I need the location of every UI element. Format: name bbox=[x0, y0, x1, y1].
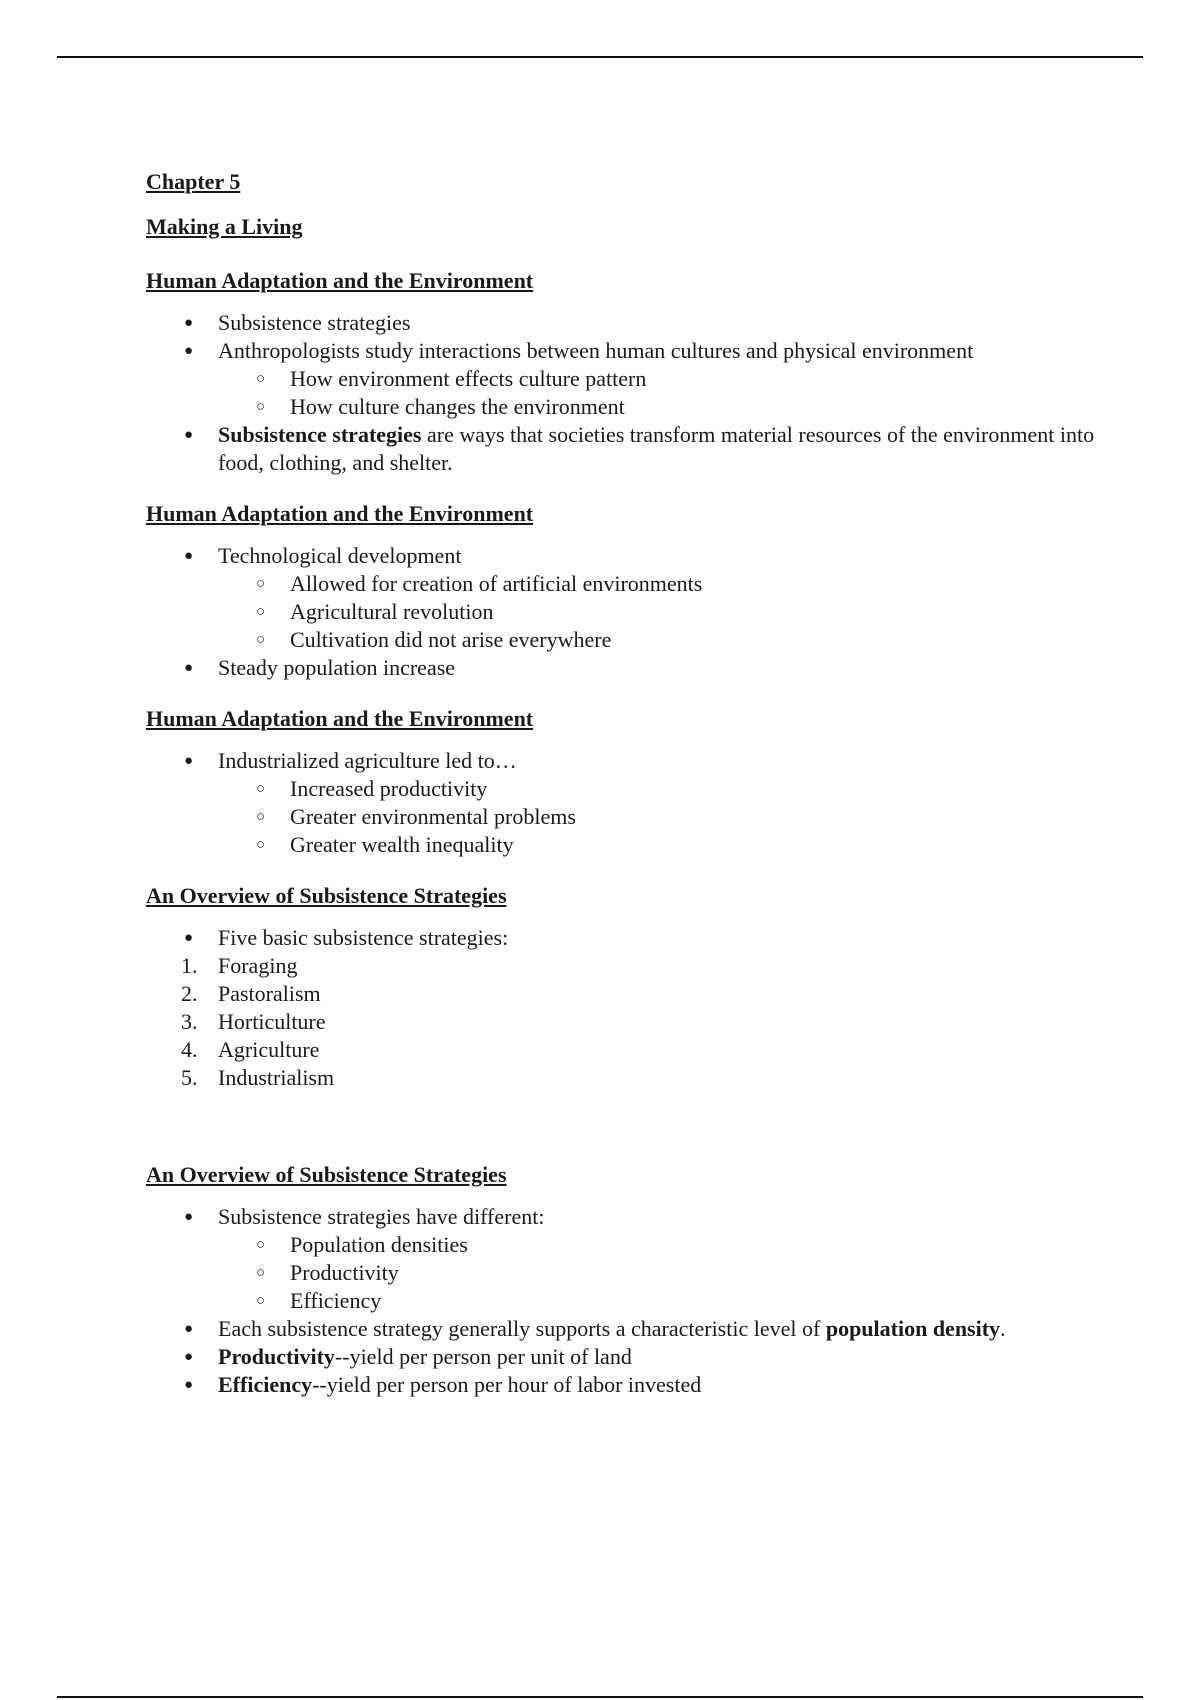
hollow-bullet-icon: ○ bbox=[256, 604, 266, 620]
section-2 bbox=[146, 500, 1116, 682]
bullet-icon: ● bbox=[184, 427, 194, 443]
list-item: ● Subsistence strategies bbox=[184, 310, 411, 335]
top-rule bbox=[57, 56, 1143, 58]
hollow-bullet-icon: ○ bbox=[256, 837, 266, 853]
hollow-bullet-icon: ○ bbox=[256, 1265, 266, 1281]
sub-list-item: ○ Population densities bbox=[256, 1232, 468, 1257]
section-heading: An Overview of Subsistence Strategies bbox=[146, 883, 507, 908]
section-5 bbox=[146, 1161, 1116, 1399]
bold-term: Productivity bbox=[218, 1344, 335, 1369]
bold-term: Efficiency bbox=[218, 1372, 313, 1397]
document-body bbox=[146, 168, 1116, 1422]
list-item: ● Efficiency--yield per person per hour of labor invested bbox=[184, 1372, 702, 1397]
numbered-item: 5. Industrialism bbox=[181, 1065, 335, 1090]
hollow-bullet-icon: ○ bbox=[256, 371, 266, 387]
hollow-bullet-icon: ○ bbox=[256, 809, 266, 825]
bullet-icon: ● bbox=[184, 753, 194, 769]
sub-list-item: ○ Greater wealth inequality bbox=[256, 832, 514, 857]
bottom-rule bbox=[57, 1696, 1143, 1698]
bullet-list bbox=[146, 747, 1116, 859]
hollow-bullet-icon: ○ bbox=[256, 576, 266, 592]
sub-list-item: ○ Greater environmental problems bbox=[256, 804, 576, 829]
hollow-bullet-icon: ○ bbox=[256, 1293, 266, 1309]
bullet-icon: ● bbox=[184, 930, 194, 946]
section-1 bbox=[146, 267, 1116, 477]
list-item: ● Each subsistence strategy generally supports a characteristic level of population density. bbox=[184, 1316, 1006, 1341]
numbered-item: 3. Horticulture bbox=[181, 1009, 326, 1034]
bold-term: Subsistence strategies bbox=[218, 422, 422, 447]
list-item: ● Steady population increase bbox=[184, 655, 456, 680]
list-item: ● Technological development bbox=[184, 543, 462, 568]
bullet-icon: ● bbox=[184, 1349, 194, 1365]
sub-list-item: ○ Allowed for creation of artificial environments bbox=[256, 571, 703, 596]
hollow-bullet-icon: ○ bbox=[256, 632, 266, 648]
sub-list-item: ○ Efficiency bbox=[256, 1288, 382, 1313]
list-item: ● Productivity--yield per person per unit of land bbox=[184, 1344, 632, 1369]
list-item: ● Industrialized agriculture led to… bbox=[184, 748, 517, 773]
section-4 bbox=[146, 882, 1116, 1092]
numbered-item: 2. Pastoralism bbox=[181, 981, 321, 1006]
bullet-icon: ● bbox=[184, 315, 194, 331]
hollow-bullet-icon: ○ bbox=[256, 1237, 266, 1253]
section-heading: An Overview of Subsistence Strategies bbox=[146, 1162, 507, 1187]
sub-list-item: ○ Agricultural revolution bbox=[256, 599, 494, 624]
numbered-item: 1. Foraging bbox=[181, 953, 298, 978]
bullet-icon: ● bbox=[184, 1321, 194, 1337]
sub-list-item: ○ Cultivation did not arise everywhere bbox=[256, 627, 612, 652]
bullet-icon: ● bbox=[184, 660, 194, 676]
chapter-subtitle: Making a Living bbox=[146, 214, 303, 239]
bullet-icon: ● bbox=[184, 343, 194, 359]
chapter-title: Chapter 5 bbox=[146, 169, 241, 194]
hollow-bullet-icon: ○ bbox=[256, 781, 266, 797]
numbered-list bbox=[146, 952, 1116, 1092]
list-item: ● Five basic subsistence strategies: bbox=[184, 925, 509, 950]
bullet-icon: ● bbox=[184, 1209, 194, 1225]
bullet-icon: ● bbox=[184, 548, 194, 564]
bullet-list bbox=[146, 309, 1116, 477]
bullet-list bbox=[146, 542, 1116, 682]
sub-list-item: ○ How culture changes the environment bbox=[256, 394, 625, 419]
section-heading: Human Adaptation and the Environment bbox=[146, 501, 534, 526]
bullet-list bbox=[146, 1203, 1116, 1399]
section-heading: Human Adaptation and the Environment bbox=[146, 706, 534, 731]
numbered-item: 4. Agriculture bbox=[181, 1037, 320, 1062]
section-heading: Human Adaptation and the Environment bbox=[146, 268, 534, 293]
spacer bbox=[146, 1115, 1116, 1161]
bullet-list bbox=[146, 924, 1116, 952]
sub-list-item: ○ Increased productivity bbox=[256, 776, 488, 801]
hollow-bullet-icon: ○ bbox=[256, 399, 266, 415]
list-item: ● Anthropologists study interactions between human cultures and physical environment bbox=[184, 338, 974, 363]
sub-list-item: ○ How environment effects culture pattern bbox=[256, 366, 647, 391]
bold-term: population density bbox=[825, 1316, 1001, 1341]
sub-list-item: ○ Productivity bbox=[256, 1260, 399, 1285]
list-item: ● Subsistence strategies have different: bbox=[184, 1204, 545, 1229]
section-3 bbox=[146, 705, 1116, 859]
bullet-icon: ● bbox=[184, 1377, 194, 1393]
list-item: ● Subsistence strategies are ways that societies transform material resources of the environment into food, clothing, and shelter. bbox=[184, 422, 1095, 475]
